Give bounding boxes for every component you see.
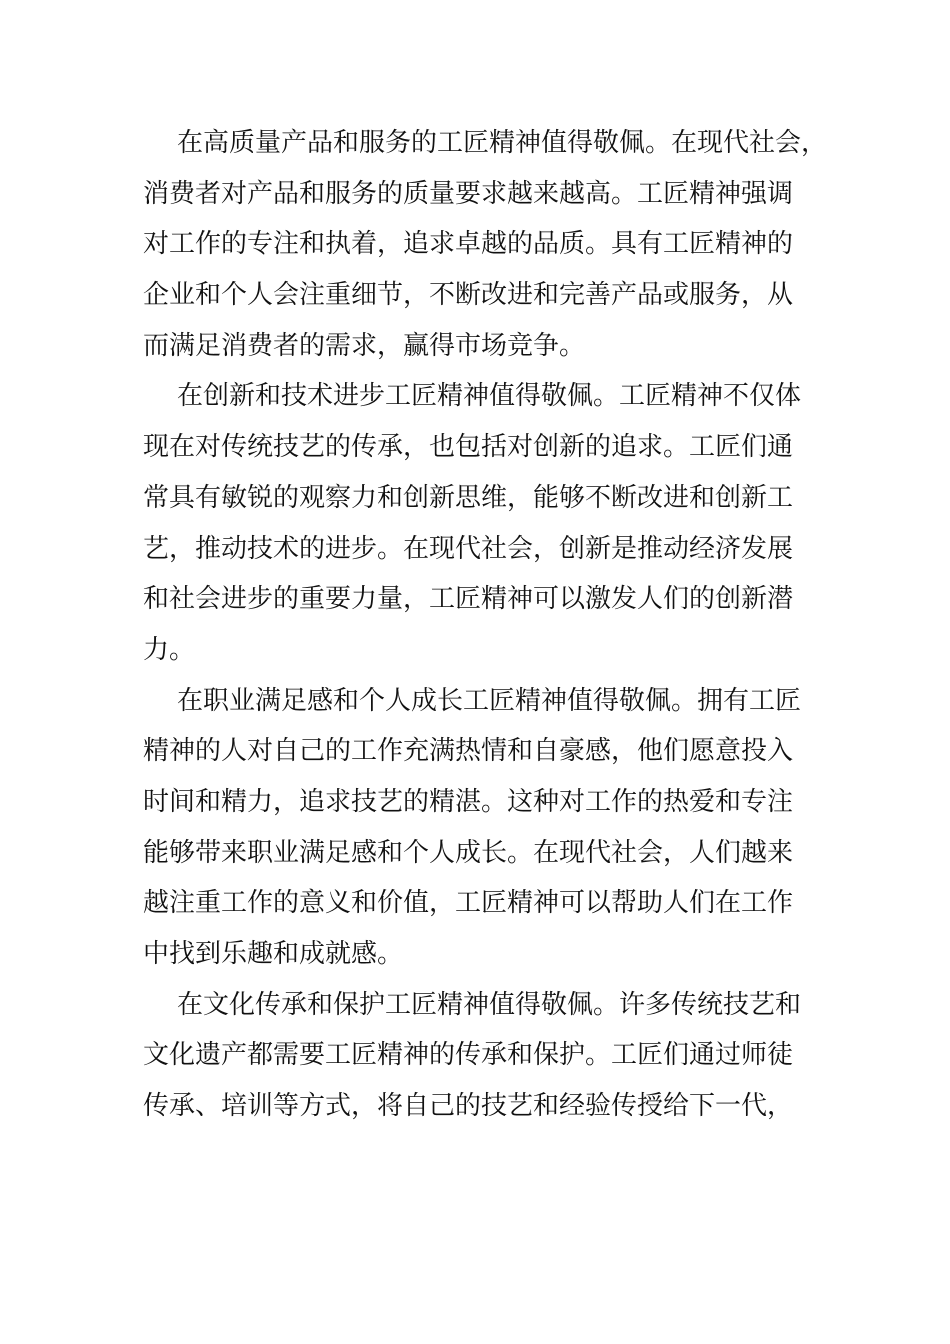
paragraph-line: 中找到乐趣和成就感。	[143, 939, 404, 969]
paragraph-4	[143, 980, 810, 1132]
paragraph-line: 和社会进步的重要力量，工匠精神可以激发人们的创新潜	[143, 584, 794, 615]
paragraph-line: 对工作的专注和执着，追求卓越的品质。具有工匠精神的	[143, 229, 794, 260]
paragraph-2	[143, 371, 810, 675]
paragraph-1	[143, 118, 828, 371]
paragraph-line: 而满足消费者的需求，赢得市场竞争。	[143, 330, 586, 361]
paragraph-line: 现在对传统技艺的传承，也包括对创新的追求。工匠们通	[143, 432, 794, 463]
paragraph-line: 文化遗产都需要工匠精神的传承和保护。工匠们通过师徒	[143, 1040, 794, 1071]
paragraph-line: 消费者对产品和服务的质量要求越来越高。工匠精神强调	[143, 178, 794, 209]
paragraph-line: 能够带来职业满足感和个人成长。在现代社会，人们越来	[143, 837, 794, 868]
paragraph-line: 力。	[143, 634, 196, 665]
paragraph-line: 常具有敏锐的观察力和创新思维，能够不断改进和创新工	[143, 482, 794, 513]
paragraph-line: 企业和个人会注重细节，不断改进和完善产品或服务，从	[143, 280, 794, 311]
paragraph-line: 传承、培训等方式，将自己的技艺和经验传授给下一代，	[143, 1091, 794, 1122]
paragraph-line: 在文化传承和保护工匠精神值得敬佩。许多传统技艺和	[177, 989, 802, 1020]
paragraph-line: 在职业满足感和个人成长工匠精神值得敬佩。拥有工匠	[177, 685, 802, 716]
document-body	[143, 118, 828, 1132]
paragraph-line: 在创新和技术进步工匠精神值得敬佩。工匠精神不仅体	[177, 381, 802, 412]
paragraph-line: 艺，推动技术的进步。在现代社会，创新是推动经济发展	[143, 533, 794, 564]
paragraph-line: 时间和精力，追求技艺的精湛。这种对工作的热爱和专注	[143, 786, 794, 817]
paragraph-3	[143, 676, 810, 980]
paragraph-line: 在高质量产品和服务的工匠精神值得敬佩。在现代社会，	[177, 128, 828, 158]
paragraph-line: 精神的人对自己的工作充满热情和自豪感，他们愿意投入	[143, 736, 794, 767]
paragraph-line: 越注重工作的意义和价值，工匠精神可以帮助人们在工作	[143, 888, 794, 919]
